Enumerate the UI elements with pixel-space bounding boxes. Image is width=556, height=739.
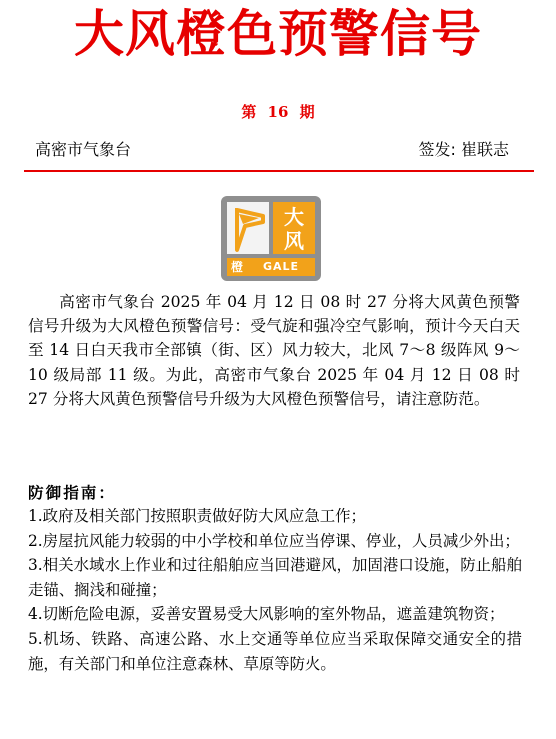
guide-list <box>28 504 522 676</box>
guide-item: 1.政府及相关部门按照职责做好防大风应急工作； <box>28 507 366 525</box>
guide-item: 4.切断危险电源，妥善安置易受大风影响的室外物品，遮盖建筑物资； <box>28 605 505 624</box>
gale-label-en: GALE <box>262 260 300 273</box>
icon-footer <box>227 258 315 276</box>
signer: 签发: 崔联志 <box>418 140 509 159</box>
level-label: 橙 <box>230 260 243 274</box>
warning-paragraph: 高密市气象台 2025 年 04 月 12 日 08 时 27 分将大风黄色预警信号升级为大风橙色预警信号：受气旋和强冷空气影响，预计今天白天至 14 日白天我市全部镇（街、区）风力较大，北风 7～8 级阵风 9～10 级局部 11 级。为此，高密市气象台 2025 年 04 月 12 日 08 时 27 分将大风黄色预警信号升级为大风橙色预警信号，请注意防范。 <box>28 293 520 408</box>
gale-label-cn: 大 风 <box>273 202 315 254</box>
issue-number: 第 16 期 <box>241 103 315 121</box>
guide-item: 5.机场、铁路、高速公路、水上交通等单位应当采取保障交通安全的措施，有关部门和单位注意森林、草原等防火。 <box>28 629 522 673</box>
guide-title: 防御指南： <box>28 483 116 502</box>
windsock-icon <box>227 202 269 254</box>
issuing-office: 高密市气象台 <box>35 140 132 159</box>
header-divider <box>24 170 534 172</box>
document-title: 大风橙色预警信号 <box>74 5 482 63</box>
gale-orange-warning-icon <box>221 196 321 281</box>
guide-item: 3.相关水域水上作业和过往船舶应当回港避风，加固港口设施，防止船舶走锚、搁浅和碰撞； <box>28 556 522 599</box>
guide-item: 2.房屋抗风能力较弱的中小学校和单位应当停课、停业，人员减少外出； <box>28 531 520 550</box>
